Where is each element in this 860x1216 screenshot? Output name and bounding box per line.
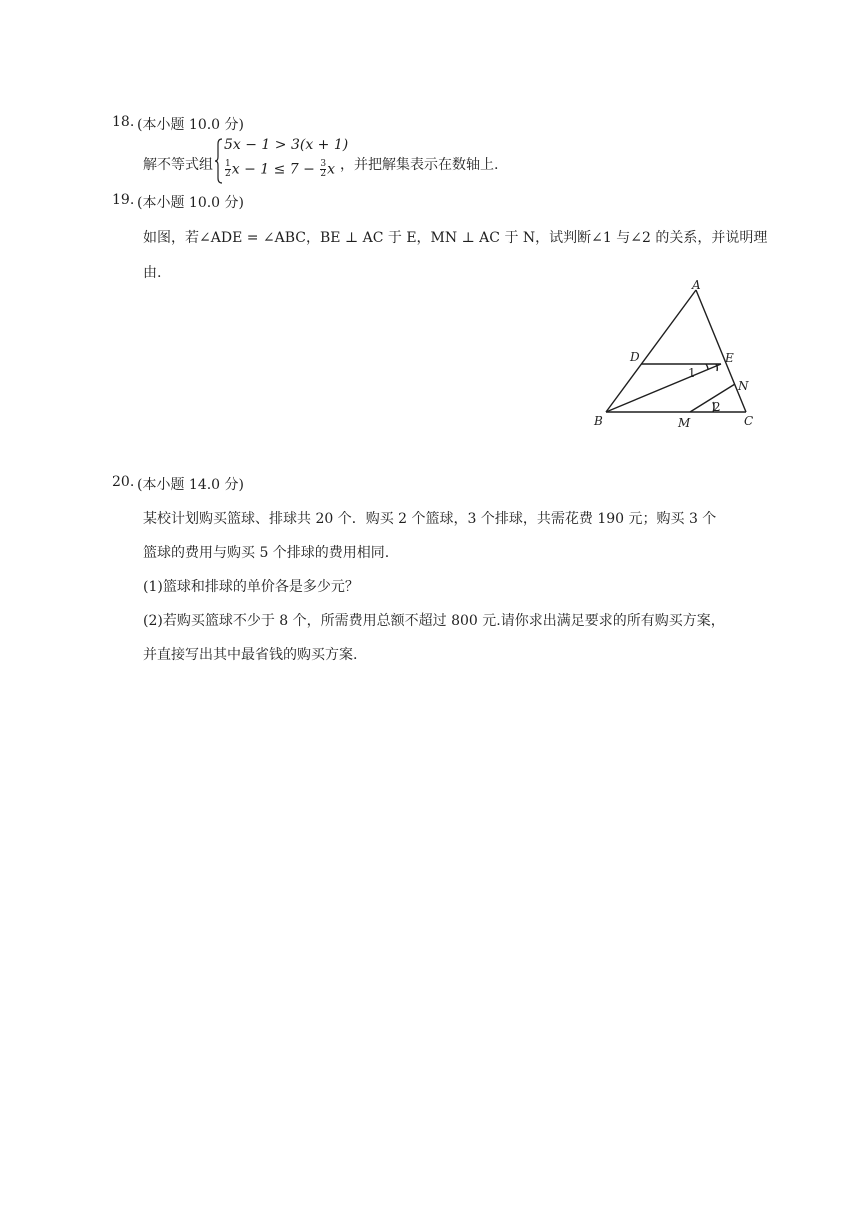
label-M: M bbox=[678, 416, 691, 430]
q18-number: 18. bbox=[112, 114, 135, 130]
label-D: D bbox=[630, 350, 640, 364]
q18-inequality-2: $\frac{1}{2}$ x − 1 ≤ 7 − $\frac{3}{2}$ x bbox=[225, 159, 335, 179]
angle-1-arc-2 bbox=[716, 364, 717, 371]
label-B: B bbox=[594, 414, 603, 428]
q20-line-2: 篮球的费用与购买 5 个排球的费用相同. bbox=[143, 545, 390, 561]
q18-prefix: 解不等式组 bbox=[143, 157, 213, 173]
q18-suffix: ，并把解集表示在数轴上. bbox=[340, 157, 499, 173]
angle-label-1: 1 bbox=[688, 366, 696, 380]
q20-part-1: (1)篮球和排球的单价各是多少元？ bbox=[143, 579, 359, 595]
angle-label-2: 2 bbox=[713, 400, 721, 414]
q18-inequality-1: 5x − 1 > 3(x + 1) bbox=[224, 137, 349, 153]
q20-line-1: 某校计划购买篮球、排球共 20 个．购买 2 个篮球，3 个排球，共需花费 190 元；购买 3 个 bbox=[143, 511, 717, 527]
q20-part-2-line-1: (2)若购买篮球不少于 8 个，所需费用总额不超过 800 元.请你求出满足要求的所有购买方案， bbox=[143, 613, 725, 629]
q19-line-2: 由. bbox=[143, 265, 162, 281]
system-brace bbox=[215, 138, 223, 184]
q18-header: (本小题 10.0 分) bbox=[137, 117, 244, 133]
q19-number: 19. bbox=[112, 192, 135, 208]
label-C: C bbox=[744, 414, 754, 428]
side-AC bbox=[696, 290, 746, 412]
q19-line-1: 如图，若∠ADE = ∠ABC，BE ⊥ AC 于 E，MN ⊥ AC 于 N，试判断∠1 与∠2 的关系，并说明理 bbox=[143, 230, 768, 246]
fraction-three-halves: $\frac{3}{2}$ bbox=[320, 159, 327, 179]
q20-header: (本小题 14.0 分) bbox=[137, 477, 244, 493]
q20-number: 20. bbox=[112, 474, 135, 490]
fraction-half: $\frac{1}{2}$ bbox=[225, 159, 231, 179]
triangle-figure bbox=[585, 280, 760, 435]
label-N: N bbox=[738, 379, 749, 393]
label-E: E bbox=[725, 351, 734, 365]
label-A: A bbox=[692, 280, 701, 292]
q20-part-2-line-2: 并直接写出其中最省钱的购买方案. bbox=[143, 647, 358, 663]
q19-header: (本小题 10.0 分) bbox=[137, 195, 244, 211]
